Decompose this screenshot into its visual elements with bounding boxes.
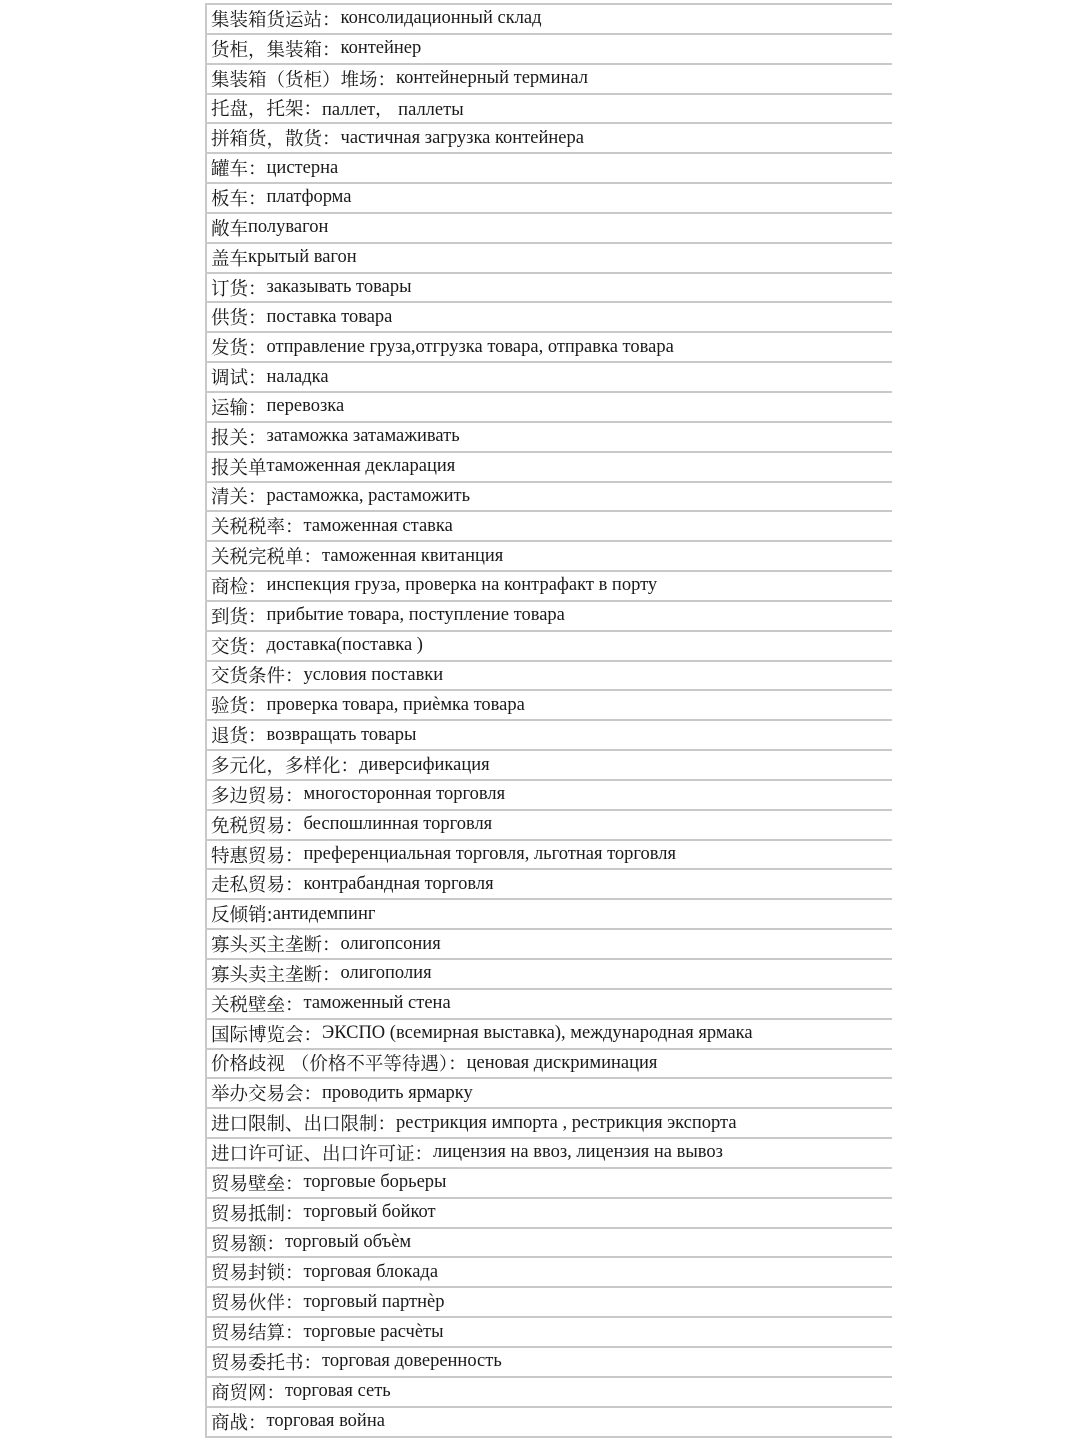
term-chinese: 到货： [211,606,267,628]
glossary-row [207,65,892,95]
glossary-row [207,303,892,333]
definition-russian: торговая сеть [285,1381,391,1402]
glossary-row [207,453,892,483]
term-chinese: 举办交易会： [211,1084,323,1106]
definition-russian: беспошлинная торговля [303,814,493,835]
term-chinese: 国际博览会： [211,1024,323,1046]
term-chinese: 商贸网： [211,1382,286,1404]
definition-russian: цистерна [266,157,339,178]
term-chinese: 贸易封锁： [211,1263,304,1285]
glossary-row [207,274,892,304]
term-chinese: 寡头买主垄断： [211,935,341,957]
definition-russian: таможенная квитанция [322,545,504,566]
term-chinese: 供货： [211,308,267,330]
definition-russian: проводить ярмарку [322,1082,473,1103]
term-chinese: 贸易壁垒： [211,1173,304,1195]
definition-russian: контейнерный терминал [396,68,589,89]
definition-russian: паллет， паллеты [322,100,464,121]
term-chinese: 免税贸易： [211,815,304,837]
definition-russian: антидемпинг [272,903,376,924]
glossary-row [207,244,892,274]
term-chinese: 敞车 [211,218,249,240]
glossary-row [207,483,892,513]
definition-russian: диверсификация [359,754,490,775]
term-chinese: 退货： [211,726,267,748]
term-chinese: 多元化，多样化： [211,756,360,778]
term-chinese: 报关： [211,427,267,449]
definition-russian: торговый объѐм [285,1232,412,1253]
term-chinese: 贸易抵制： [211,1203,304,1225]
glossary-row [207,1020,892,1050]
definition-russian: многосторонная торговля [303,784,506,805]
definition-russian: рестрикция импорта , рестрикция экспорта [396,1112,737,1133]
definition-russian: торговые борьеры [303,1172,447,1193]
term-chinese: 集装箱货运站： [211,9,341,31]
glossary-row [207,423,892,453]
term-chinese: 交货条件： [211,666,304,688]
glossary-row [207,95,892,125]
term-chinese: 验货： [211,696,267,718]
definition-russian: таможенный стена [303,993,451,1014]
definition-russian: консолидационный склад [340,8,542,29]
glossary-row [207,781,892,811]
definition-russian: олигополия [340,963,432,984]
glossary-row [207,751,892,781]
definition-russian: затаможка затамаживать [266,426,460,447]
definition-russian: ЭКСПО (всемирная выставка), международная ярмака [322,1023,753,1044]
glossary-row [207,154,892,184]
glossary-row [207,1318,892,1348]
term-chinese: 罐车： [211,159,267,181]
term-chinese: 商战： [211,1412,267,1434]
definition-russian: платформа [266,187,352,208]
term-chinese: 板车： [211,188,267,210]
glossary-row [207,1288,892,1318]
glossary-row [207,1258,892,1288]
term-chinese: 发货： [211,338,267,360]
term-chinese: 价格歧视 （价格不平等待遇）： [211,1054,467,1076]
term-chinese: 关税完税单： [211,547,323,569]
glossary-row [207,841,892,871]
definition-russian: полувагон [248,217,329,238]
definition-russian: заказывать товары [266,277,412,298]
definition-russian: контрабандная торговля [303,873,494,894]
definition-russian: лицензия на ввоз, лицензия на вывоз [433,1142,723,1163]
glossary-row [207,632,892,662]
definition-russian: растаможка, растаможить [266,485,471,506]
term-chinese: 多边贸易： [211,785,304,807]
definition-russian: торговая война [266,1411,385,1432]
glossary-row [207,1378,892,1408]
glossary-row [207,1199,892,1229]
definition-russian: крытый вагон [248,247,357,268]
glossary-row [207,512,892,542]
term-chinese: 进口许可证、出口许可证： [211,1143,434,1165]
definition-russian: отправление груза,отгрузка товара, отправка товара [266,336,674,357]
glossary-row [207,602,892,632]
glossary-row [207,691,892,721]
definition-russian: торговый бойкот [303,1202,436,1223]
term-chinese: 商检： [211,576,267,598]
term-chinese: 调试： [211,368,267,390]
definition-russian: торговый партнѐр [303,1291,445,1312]
definition-russian: ценовая дискриминация [466,1052,658,1073]
glossary-row [207,1050,892,1080]
definition-russian: поставка товара [266,306,393,327]
term-chinese: 反倾销: [211,905,273,927]
glossary-row [207,214,892,244]
glossary-row [207,542,892,572]
term-chinese: 贸易结算： [211,1323,304,1345]
glossary-row [207,811,892,841]
glossary-row [207,721,892,751]
term-chinese: 订货： [211,278,267,300]
glossary-row [207,363,892,393]
definition-russian: таможенная ставка [303,515,453,536]
term-chinese: 关税壁垒： [211,994,304,1016]
definition-russian: частичная загрузка контейнера [340,127,584,148]
glossary-row [207,1348,892,1378]
definition-russian: таможенная декларация [266,456,456,477]
term-chinese: 特惠贸易： [211,845,304,867]
glossary-row [207,572,892,602]
glossary-row [207,35,892,65]
term-chinese: 清关： [211,487,267,509]
glossary-row [207,900,892,930]
definition-russian: торговая блокада [303,1261,439,1282]
glossary-row [207,870,892,900]
glossary-row [207,1229,892,1259]
term-chinese: 集装箱（货柜）堆场： [211,69,397,91]
glossary-table [205,3,892,1438]
glossary-row [207,124,892,154]
term-chinese: 寡头卖主垄断： [211,964,341,986]
glossary-row [207,960,892,990]
term-chinese: 货柜，集装箱： [211,39,341,61]
glossary-row [207,184,892,214]
definition-russian: доставка(поставка ) [266,635,423,656]
term-chinese: 托盘，托架： [211,99,323,121]
definition-russian: проверка товара, приѐмка товара [266,694,525,715]
term-chinese: 关税税率： [211,517,304,539]
definition-russian: торговая доверенность [322,1351,502,1372]
definition-russian: преференциальная торговля, льготная торговля [303,844,677,865]
glossary-row [207,662,892,692]
term-chinese: 盖车 [211,248,249,270]
term-chinese: 进口限制、出口限制： [211,1114,397,1136]
term-chinese: 拼箱货，散货： [211,129,341,151]
term-chinese: 贸易伙伴： [211,1293,304,1315]
glossary-row [207,1079,892,1109]
glossary-row [207,5,892,35]
glossary-row [207,930,892,960]
glossary-row [207,393,892,423]
glossary-row [207,333,892,363]
definition-russian: торговые расчѐты [303,1321,444,1342]
definition-russian: наладка [266,366,329,387]
definition-russian: условия поставки [303,664,444,685]
term-chinese: 贸易额： [211,1233,286,1255]
definition-russian: олигопсония [340,933,441,954]
term-chinese: 贸易委托书： [211,1352,323,1374]
glossary-row [207,1169,892,1199]
definition-russian: перевозка [266,396,345,417]
glossary-row [207,1139,892,1169]
term-chinese: 走私贸易： [211,875,304,897]
definition-russian: контейнер [340,38,422,59]
term-chinese: 报关单 [211,457,267,479]
term-chinese: 运输： [211,397,267,419]
definition-russian: инспекция груза, проверка на контрафакт в порту [266,575,658,596]
glossary-row [207,990,892,1020]
term-chinese: 交货： [211,636,267,658]
definition-russian: возвращать товары [266,724,417,745]
definition-russian: прибытие товара, поступление товара [266,605,565,626]
glossary-row [207,1109,892,1139]
glossary-row [207,1408,892,1438]
